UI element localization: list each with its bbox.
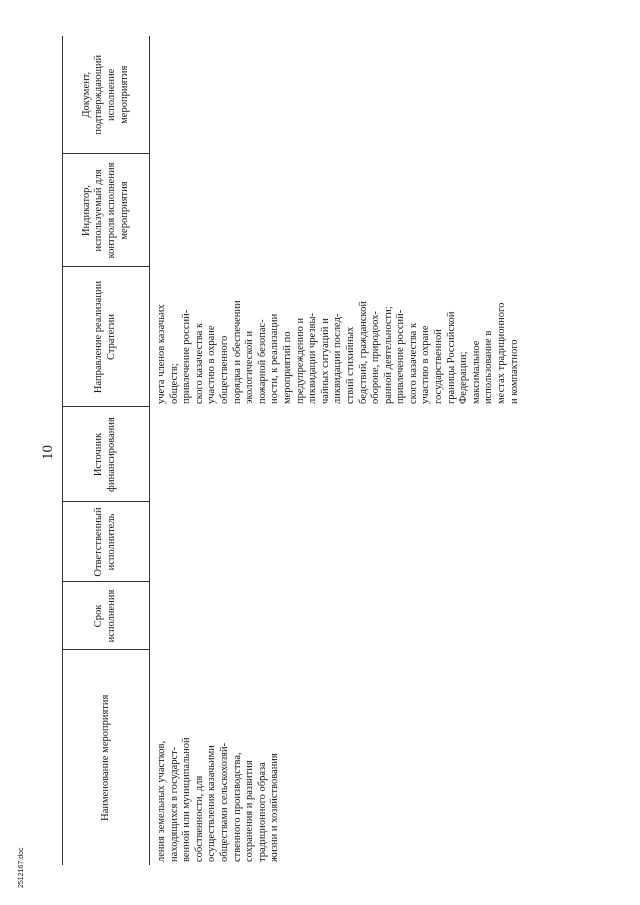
activities-table: [62, 36, 601, 865]
header-document: Документ, подтверждающий исполнение мероприятия: [63, 36, 150, 154]
text-line: ского казачества к: [407, 322, 419, 404]
header-responsible: Ответственный исполнитель: [63, 502, 150, 582]
text-line: государственной: [433, 329, 445, 404]
text-line: Федерации;: [458, 351, 470, 404]
text-line: находящихся в государст-: [168, 746, 180, 862]
text-line: экологической и: [244, 330, 256, 404]
text-line: обороне, природоох-: [370, 311, 382, 404]
cell-deadline: [150, 582, 602, 650]
text-line: пожарной безопас-: [256, 319, 268, 404]
text-line: ствий стихийных: [344, 326, 356, 404]
text-line: венной или муниципальной: [181, 737, 193, 862]
text-line: местах традиционного: [496, 302, 508, 404]
text-line: традиционного образа: [256, 762, 268, 862]
table-row: [150, 36, 602, 865]
text-line: ликвидации послед-: [332, 313, 344, 404]
direction-text: [156, 270, 521, 404]
text-line: максимальное: [470, 340, 482, 404]
text-line: участию в охране: [206, 325, 218, 404]
text-line: привлечение россий-: [395, 309, 407, 404]
text-line: границы Российской: [445, 311, 457, 404]
text-line: ственного производства,: [231, 752, 243, 862]
text-line: и компактного: [508, 339, 520, 404]
text-line: привлечение россий-: [181, 309, 193, 404]
text-line: бедствий, гражданской: [357, 301, 369, 404]
text-line: жизни и хозяйствования: [269, 753, 281, 862]
text-line: ского казачества к: [193, 322, 205, 404]
header-funding-source: Источник финансирования: [63, 407, 150, 502]
text-line: порядка и обеспечении: [231, 300, 243, 404]
header-indicator: Индикатор, используемый для контроля исполнения мероприятия: [63, 154, 150, 267]
cell-document: [150, 36, 602, 154]
text-line: обществ;: [168, 363, 180, 404]
text-line: ликвидации чрезвы-: [307, 313, 319, 404]
activity-text: [156, 653, 282, 862]
text-line: мероприятий по: [281, 331, 293, 404]
cell-direction: [150, 267, 602, 407]
cell-responsible: [150, 502, 602, 582]
table-header-row: [63, 36, 150, 865]
header-deadline: Срок исполнения: [63, 582, 150, 650]
cell-activity: [150, 650, 602, 865]
text-line: общественного: [218, 335, 230, 404]
cell-indicator: [150, 154, 602, 267]
text-line: собственности, для: [193, 775, 205, 862]
page-number: 10: [40, 445, 56, 460]
header-strategy-direction: Направление реализации Стратегии: [63, 267, 150, 407]
cell-funding-source: [150, 407, 602, 502]
text-line: предупреждению и: [294, 317, 306, 404]
text-line: ранной деятельности;: [382, 306, 394, 404]
header-activity-name: Наименование мероприятия: [63, 650, 150, 865]
text-line: участию в охране: [420, 325, 432, 404]
text-line: чайных ситуаций и: [319, 318, 331, 404]
text-line: сохранения и развития: [244, 760, 256, 862]
text-line: осуществления казачьими: [206, 745, 218, 862]
text-line: обществами сельскохозяй-: [218, 742, 230, 862]
text-line: ности, к реализации: [269, 313, 281, 404]
document-file-code: 2512167.doc: [18, 847, 25, 888]
text-line: использование в: [483, 330, 495, 404]
text-line: ления земельных участков,: [156, 740, 167, 862]
text-line: учета членов казачьих: [156, 304, 167, 404]
